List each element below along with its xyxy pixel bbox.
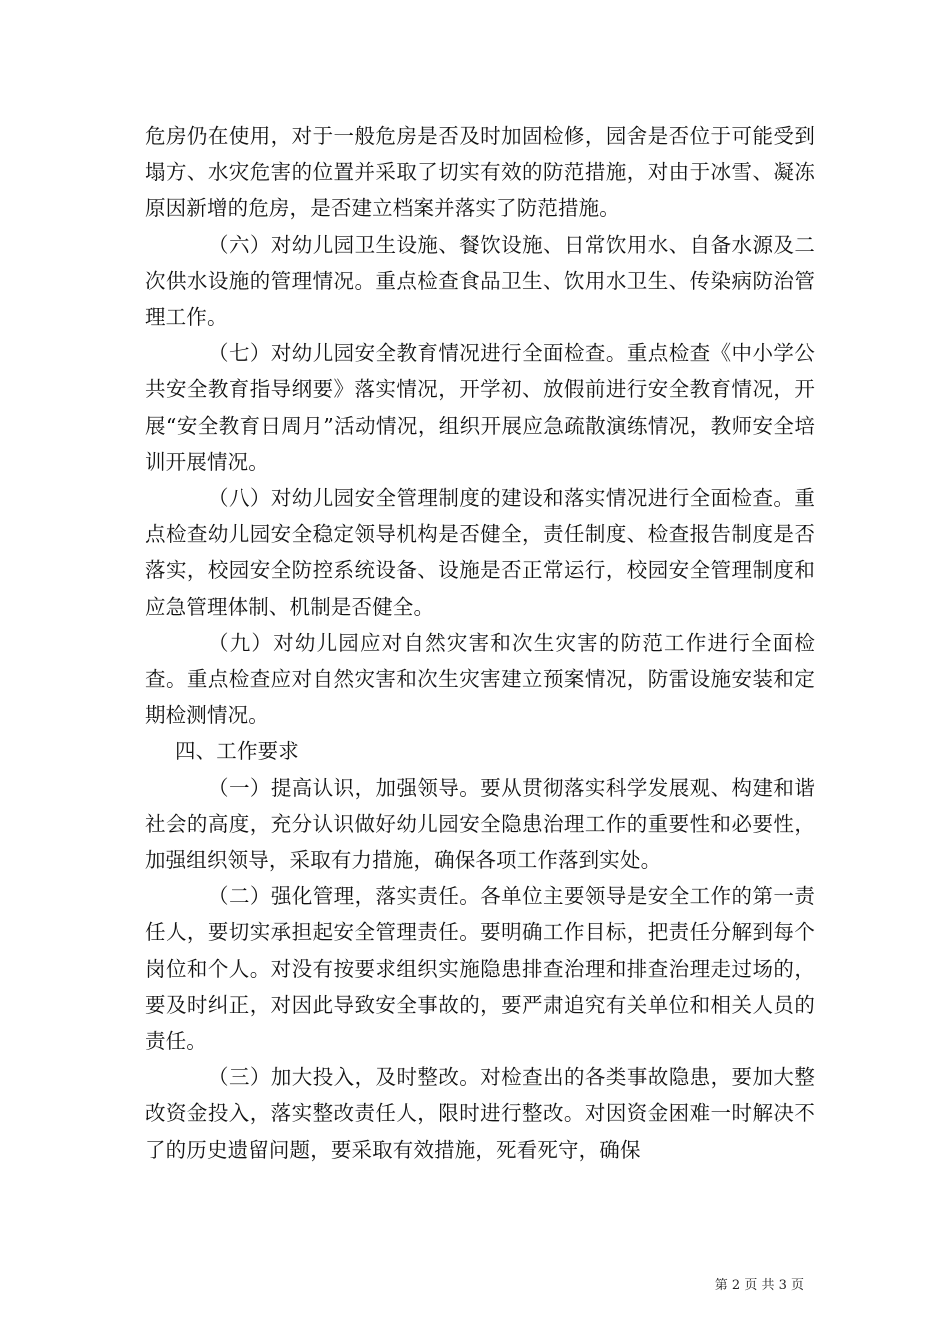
- paragraph-item-6: （六）对幼儿园卫生设施、餐饮设施、日常饮用水、自备水源及二次供水设施的管理情况。重点检查食品卫生、饮用水卫生、传染病防治管理工作。: [145, 232, 815, 330]
- page-number-footer: 第 2 页 共 3 页: [714, 1278, 804, 1293]
- paragraph-continuation: 危房仍在使用，对于一般危房是否及时加固检修，园舍是否位于可能受到塌方、水灾危害的位置并采取了切实有效的防范措施，对由于冰雪、凝冻原因新增的危房，是否建立档案并落实了防范措施。: [145, 124, 815, 221]
- paragraph-requirement-1: （一）提高认识，加强领导。要从贯彻落实科学发展观、构建和谐社会的高度，充分认识做好幼儿园安全隐患治理工作的重要性和必要性，加强组织领导，采取有力措施，确保各项工作落到实处。: [145, 775, 815, 873]
- paragraph-item-9: （九）对幼儿园应对自然灾害和次生灾害的防范工作进行全面检查。重点检查应对自然灾害和次生灾害建立预案情况，防雷设施安装和定期检测情况。: [145, 630, 815, 728]
- paragraph-requirement-2: （二）强化管理，落实责任。各单位主要领导是安全工作的第一责任人，要切实承担起安全管理责任。要明确工作目标，把责任分解到每个岗位和个人。对没有按要求组织实施隐患排查治理和排查治理走过场的，要及时纠正，对因此导致安全事故的，要严肃追究有关单位和相关人员的责任。: [145, 884, 815, 1054]
- paragraph-item-7: （七）对幼儿园安全教育情况进行全面检查。重点检查《中小学公共安全教育指导纲要》落实情况，开学初、放假前进行安全教育情况，开展“安全教育日周月”活动情况，组织开展应急疏散演练情况，教师安全培训开展情况。: [145, 341, 815, 474]
- section-heading-work-requirements: 四、工作要求: [175, 739, 299, 764]
- paragraph-item-8: （八）对幼儿园安全管理制度的建设和落实情况进行全面检查。重点检查幼儿园安全稳定领导机构是否健全，责任制度、检查报告制度是否落实，校园安全防控系统设备、设施是否正常运行，校园安全管理制度和应急管理体制、机制是否健全。: [145, 486, 815, 619]
- paragraph-requirement-3: （三）加大投入，及时整改。对检查出的各类事故隐患，要加大整改资金投入，落实整改责任人，限时进行整改。对因资金困难一时解决不了的历史遗留问题，要采取有效措施，死看死守，确保: [145, 1065, 815, 1162]
- document-body: [145, 118, 815, 1168]
